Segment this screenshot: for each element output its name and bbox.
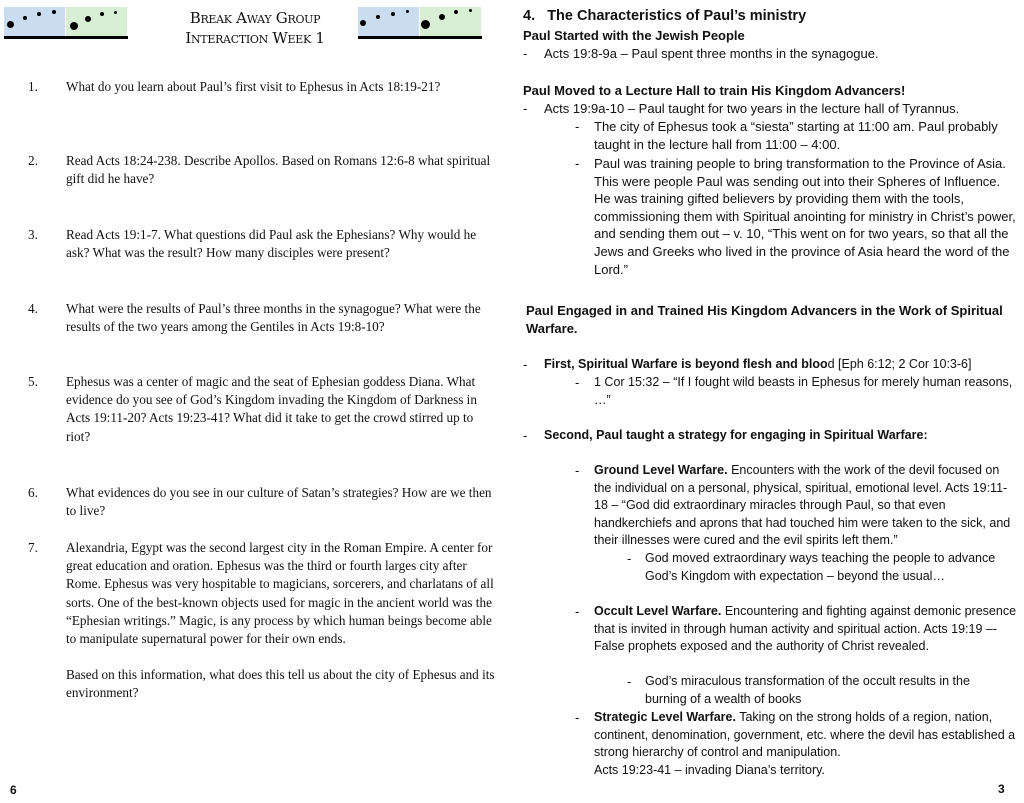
logo-dot — [100, 12, 104, 16]
question-text: Read Acts 19:1-7. What questions did Paul ask the Ephesians? Why would he ask? What was the result? How many disciples were present? — [66, 227, 477, 261]
section-number: 4. — [523, 8, 536, 24]
right-page — [512, 0, 1024, 803]
logo-dot — [52, 10, 56, 14]
s1-heading: Paul Started with the Jewish People — [523, 28, 745, 43]
logo-dot — [421, 20, 430, 29]
dash: - — [575, 156, 580, 171]
dash: - — [523, 46, 528, 61]
logo-dot — [469, 9, 472, 12]
logo-dot — [114, 11, 117, 14]
dash: - — [575, 604, 580, 619]
s3-first-bold: First, Spiritual Warfare is beyond flesh and bloo — [544, 357, 828, 371]
dash: - — [523, 357, 528, 372]
question-number: 3. — [28, 227, 38, 242]
strategic-label: Strategic Level Warfare. — [594, 710, 736, 724]
logo-dot — [454, 10, 458, 14]
s3-first — [544, 356, 1014, 374]
strategic-level-item — [594, 709, 1018, 762]
logo-dot — [406, 10, 409, 13]
ground-text: Encounters with the work of the devil focused on the individual on a personal, physical, spiritual, emotional level. Acts 19:11-18 – “God did extraordinary miracles through Paul, so that even handkerchiefs and aprons that had touched him were taken to the sick, and their illnesses were cured and the evil spirits left them.” — [594, 463, 1011, 548]
s2-sub-2: Paul was training people to bring transformation to the Province of Asia. This were people Paul was sending out into their Spheres of Influence. He was training gifted believers by providing them with the tools, commissioning them with Spiritual anointing for ministry in Christ’s power, and sending them out – v. 10, “This went on for two years, so that all the Jews and Greeks who lived in the province of Asia heard the word of the Lord.” — [594, 156, 1016, 277]
section-title: The Characteristics of Paul’s ministry — [547, 8, 807, 24]
logo-dot — [23, 16, 27, 20]
logo-dot — [85, 16, 91, 22]
s3-heading: Paul Engaged in and Trained His Kingdom Advancers in the Work of Spiritual Warfare. — [526, 303, 1003, 336]
logo-rule — [4, 36, 128, 39]
dash: - — [575, 119, 580, 134]
logo-left — [4, 7, 128, 39]
question-number: 6. — [28, 485, 38, 500]
question-text: Ephesus was a center of magic and the seat of Ephesian goddess Diana. What evidence do you see of God’s Kingdom invading the Kingdom of Darkness in Acts 19:11-20? Acts 19:23-41? What did it take to get the crowd stirred up to riot? — [66, 374, 477, 444]
section-header — [523, 6, 806, 26]
question-number: 4. — [28, 301, 38, 316]
ground-level-item — [594, 462, 1018, 550]
logo-dot — [7, 21, 14, 28]
dash: - — [627, 674, 632, 689]
dash: - — [575, 463, 580, 478]
question-number: 2. — [28, 153, 38, 168]
logo-rule — [358, 36, 482, 39]
dash: - — [523, 428, 528, 443]
title-line-1: Break Away Group — [189, 9, 321, 27]
logo-dot — [360, 20, 366, 26]
dash: - — [523, 101, 528, 116]
dash: - — [575, 710, 580, 725]
logo-block-blue — [358, 7, 419, 37]
question-text: What do you learn about Paul’s first visit to Ephesus in Acts 18:19-21? — [66, 79, 441, 94]
left-page — [0, 0, 510, 803]
s3-first-rest: d [Eph 6:12; 2 Cor 10:3-6] — [827, 357, 972, 371]
logo-dot — [376, 15, 380, 19]
question-number: 5. — [28, 374, 38, 389]
page-title — [150, 8, 360, 48]
dash: - — [575, 375, 580, 390]
question-text: Read Acts 18:24-238. Describe Apollos. Based on Romans 12:6-8 what spiritual gift did he have? — [66, 153, 491, 187]
question-number: 7. — [28, 540, 38, 555]
occult-level-item — [594, 603, 1018, 656]
logo-dot — [70, 22, 78, 30]
logo-dot — [439, 14, 445, 20]
s1-item: Acts 19:8-9a – Paul spent three months in the synagogue. — [544, 46, 879, 61]
s3-first-sub: 1 Cor 15:32 – “If I fought wild beasts in Ephesus for merely human reasons, …” — [594, 375, 1013, 407]
occult-sub: God’s miraculous transformation of the occult results in the burning of a wealth of books — [645, 674, 970, 706]
page-number-right: 3 — [998, 782, 1005, 796]
dash: - — [627, 551, 632, 566]
question-number: 1. — [28, 79, 38, 94]
question-5 — [28, 373, 498, 446]
question-followup: Based on this information, what does this tell us about the city of Ephesus and its environment? — [66, 667, 495, 701]
occult-text: Encountering and fighting against demonic presence that is invited in through human activity and spiritual action. Acts 19:19 –- False prophets exposed and the authority of Christ revealed. — [594, 604, 1017, 654]
occult-label: Occult Level Warfare. — [594, 604, 722, 618]
page-number-left: 6 — [10, 783, 17, 797]
logo-dot — [391, 12, 395, 16]
s3-second: Second, Paul taught a strategy for engaging in Spiritual Warfare: — [544, 428, 928, 442]
title-line-2: Interaction Week 1 — [185, 29, 325, 47]
question-2 — [28, 152, 498, 188]
question-4 — [28, 300, 498, 336]
question-text: What evidences do you see in our culture of Satan’s strategies? How are we then to live? — [66, 485, 492, 519]
s2-sub-1: The city of Ephesus took a “siesta” starting at 11:00 am. Paul probably taught in the lecture hall from 11:00 – 4:00. — [594, 119, 998, 152]
logo-right — [358, 7, 482, 39]
ground-sub: God moved extraordinary ways teaching the people to advance God’s Kingdom with expectation – beyond the usual… — [645, 551, 996, 583]
logo-dot — [37, 12, 41, 16]
question-text: Alexandria, Egypt was the second largest city in the Roman Empire. A center for great education and oration. Ephesus was the third or fourth larges city after Rome. Ephesus was very hospitable to magicians, sorcerers, and charlatans of all sorts. One of the best-known objects used for magic in the ancient world was the “Ephesian writings.” Magic, is any process by which human beings become able to manipulate supernatural power for their own ends. — [66, 540, 494, 647]
question-text: What were the results of Paul’s three months in the synagogue? What were the results of the two years among the Gentiles in Acts 19:8-10? — [66, 301, 481, 335]
question-7 — [28, 539, 498, 703]
s2-item: Acts 19:9a-10 – Paul taught for two years in the lecture hall of Tyrannus. — [544, 101, 960, 116]
s2-heading: Paul Moved to a Lecture Hall to train His Kingdom Advancers! — [523, 83, 906, 98]
strategic-text: Taking on the strong holds of a region, nation, continent, denomination, government, etc. where the devil has established a strong hierarchy of control and manipulation. — [594, 710, 1016, 760]
strategic-ref: Acts 19:23-41 – invading Diana’s territory. — [594, 763, 825, 777]
question-6 — [28, 484, 498, 520]
ground-label: Ground Level Warfare. — [594, 463, 728, 477]
question-3 — [28, 226, 498, 262]
question-1 — [28, 78, 498, 96]
